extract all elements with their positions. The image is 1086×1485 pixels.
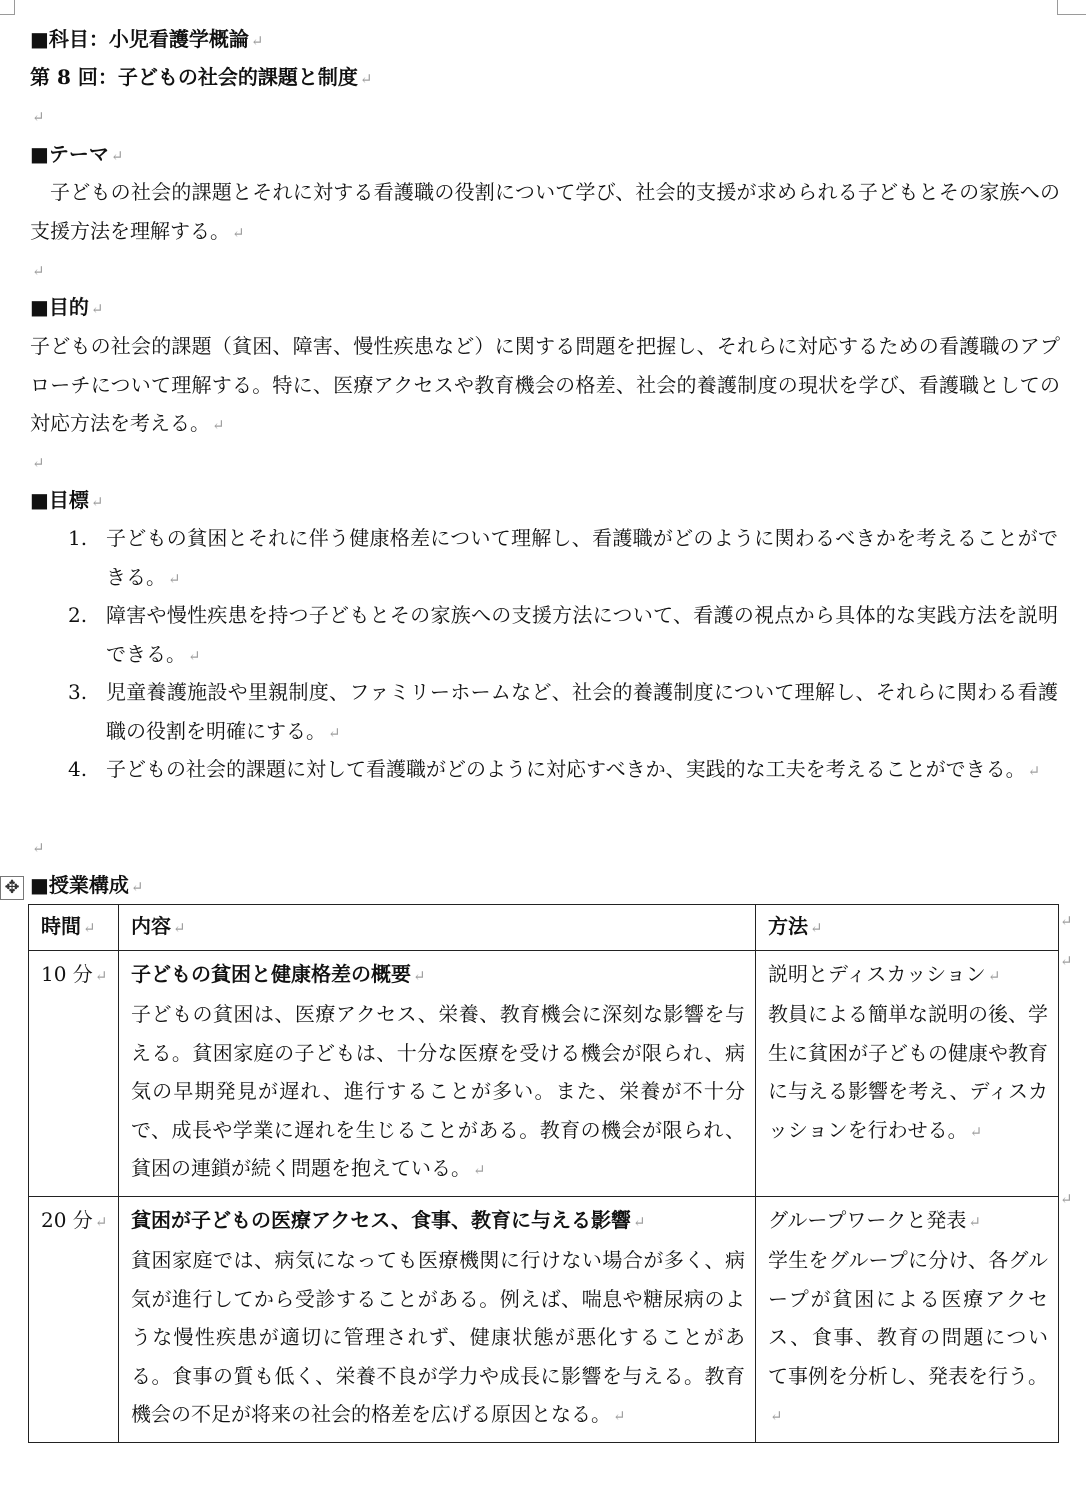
paragraph-mark: ↵ [32, 262, 45, 280]
paragraph-mark: ↵ [359, 70, 373, 88]
table-row [29, 950, 1059, 1196]
paragraph-mark: ↵ [173, 919, 186, 937]
table-move-handle-icon[interactable]: ✥ [0, 876, 24, 900]
method-cell [756, 1196, 1059, 1442]
page-corner-top-right [1057, 0, 1086, 15]
method-title: 説明とディスカッション [768, 961, 986, 986]
paragraph-mark: ↵ [32, 108, 45, 126]
empty-line [30, 256, 45, 284]
class-structure-table [28, 904, 1059, 1443]
content-cell [119, 950, 756, 1196]
goals-heading-line [30, 487, 103, 515]
structure-heading-line [30, 872, 143, 900]
paragraph-mark: ↵ [613, 1407, 626, 1425]
paragraph-mark: ↵ [90, 493, 104, 511]
goal-number: 2. [68, 603, 88, 627]
paragraph-mark: ↵ [413, 966, 426, 985]
goal-item [68, 596, 1058, 675]
paragraph-mark: ↵ [810, 919, 823, 937]
empty-line [30, 833, 45, 861]
paragraph-mark: ↵ [987, 966, 1001, 985]
paragraph-mark: ↵ [250, 32, 264, 50]
paragraph-mark: ↵ [969, 1122, 983, 1141]
theme-heading: ■テーマ [30, 142, 109, 166]
method-title: グループワークと発表 [768, 1207, 967, 1232]
content-text: 貧困家庭では、病気になっても医療機関に行けない場合が多く、病気が進行してから受診することがある。例えば、喘息や糖尿病のような慢性疾患が適切に管理されず、健康状態が悪化することがある。食事の質も低く、栄養不良が学力や成長に影響を与える。教育機会の不足が将来の社会的格差を広げる原因となる。 [131, 1248, 745, 1426]
theme-body [30, 173, 1060, 252]
table-header-cell [29, 905, 119, 951]
goal-number: 4. [68, 757, 88, 781]
page-corner-top-left [0, 0, 15, 15]
paragraph-mark: ↵ [94, 1212, 108, 1231]
goal-text: 児童養護施設や里親制度、ファミリーホームなど、社会的養護制度について理解し、それらに関わる看護職の役割を明確にする。 [106, 680, 1058, 743]
time-value: 10 分 [41, 961, 93, 986]
row-end-mark: ↵ [1060, 1190, 1073, 1208]
purpose-heading: ■目的 [30, 295, 89, 319]
goal-item [68, 673, 1058, 752]
content-title: 貧困が子どもの医療アクセス、食事、教育に与える影響 [131, 1207, 631, 1232]
paragraph-mark: ↵ [212, 416, 225, 435]
goal-item [68, 750, 1058, 791]
paragraph-mark: ↵ [83, 919, 96, 937]
header-time: 時間 [41, 914, 81, 938]
row-end-mark: ↵ [1060, 912, 1073, 930]
paragraph-mark: ↵ [770, 1407, 783, 1425]
content-cell [119, 1196, 756, 1442]
theme-heading-line [30, 141, 123, 169]
paragraph-mark: ↵ [232, 223, 245, 242]
method-cell [756, 950, 1059, 1196]
paragraph-mark: ↵ [328, 723, 341, 742]
goal-text: 子どもの社会的課題に対して看護職がどのように対応すべきか、実践的な工夫を考えることができる。 [106, 757, 1026, 781]
table-row [29, 1196, 1059, 1442]
paragraph-mark: ↵ [968, 1212, 981, 1231]
goal-number: 3. [68, 680, 88, 704]
header-content: 内容 [131, 914, 171, 938]
subject-line [30, 26, 263, 54]
time-cell [29, 950, 119, 1196]
session-line [30, 64, 372, 92]
method-text: 学生をグループに分け、各グループが貧困による医療アクセス、食事、教育の問題について事例を分析し、発表を行う。 [768, 1248, 1048, 1388]
paragraph-mark: ↵ [188, 646, 201, 665]
content-title: 子どもの貧困と健康格差の概要 [131, 961, 411, 986]
theme-text: 子どもの社会的課題とそれに対する看護職の役割について学び、社会的支援が求められる子どもとその家族への支援方法を理解する。 [30, 180, 1060, 243]
time-value: 20 分 [41, 1207, 93, 1232]
subject-title: ■科目：小児看護学概論 [30, 27, 249, 51]
purpose-body [30, 327, 1060, 445]
paragraph-mark: ↵ [473, 1161, 486, 1179]
table-header-row [29, 905, 1059, 951]
table-header-cell [756, 905, 1059, 951]
paragraph-mark: ↵ [32, 454, 45, 472]
paragraph-mark: ↵ [90, 300, 104, 318]
empty-line [30, 102, 45, 130]
purpose-heading-line [30, 294, 103, 322]
row-end-mark: ↵ [1060, 952, 1073, 970]
table-header-cell [119, 905, 756, 951]
paragraph-mark: ↵ [633, 1212, 646, 1231]
purpose-text: 子どもの社会的課題（貧困、障害、慢性疾患など）に関する問題を把握し、それらに対応するための看護職のアプローチについて理解する。特に、医療アクセスや教育機会の格差、社会的養護制度の現状を学び、看護職としての対応方法を考える。 [30, 334, 1060, 436]
paragraph-mark: ↵ [1027, 762, 1041, 780]
structure-heading: ■授業構成 [30, 873, 129, 897]
goals-heading: ■目標 [30, 488, 89, 512]
method-text: 教員による簡単な説明の後、学生に貧困が子どもの健康や教育に与える影響を考え、ディスカッションを行わせる。 [768, 1002, 1048, 1142]
paragraph-mark: ↵ [130, 878, 144, 896]
goal-text: 障害や慢性疾患を持つ子どもとその家族への支援方法について、看護の視点から具体的な実践方法を説明できる。 [106, 603, 1058, 666]
session-title: 第 8 回：子どもの社会的課題と制度 [30, 65, 358, 89]
paragraph-mark: ↵ [94, 966, 108, 985]
empty-line [30, 448, 45, 476]
time-cell [29, 1196, 119, 1442]
header-method: 方法 [768, 914, 808, 938]
paragraph-mark: ↵ [168, 569, 181, 588]
goal-number: 1. [68, 526, 88, 550]
goal-text: 子どもの貧困とそれに伴う健康格差について理解し、看護職がどのように関わるべきかを考えることができる。 [106, 526, 1058, 589]
goal-item [68, 519, 1058, 598]
paragraph-mark: ↵ [110, 147, 124, 165]
content-text: 子どもの貧困は、医療アクセス、栄養、教育機会に深刻な影響を与える。貧困家庭の子どもは、十分な医療を受ける機会が限られ、病気の早期発見が遅れ、進行することが多い。また、栄養が不十分で、成長や学業に遅れを生じることがある。教育の機会が限られ、貧困の連鎖が続く問題を抱えている。 [131, 1002, 745, 1180]
paragraph-mark: ↵ [32, 839, 45, 857]
